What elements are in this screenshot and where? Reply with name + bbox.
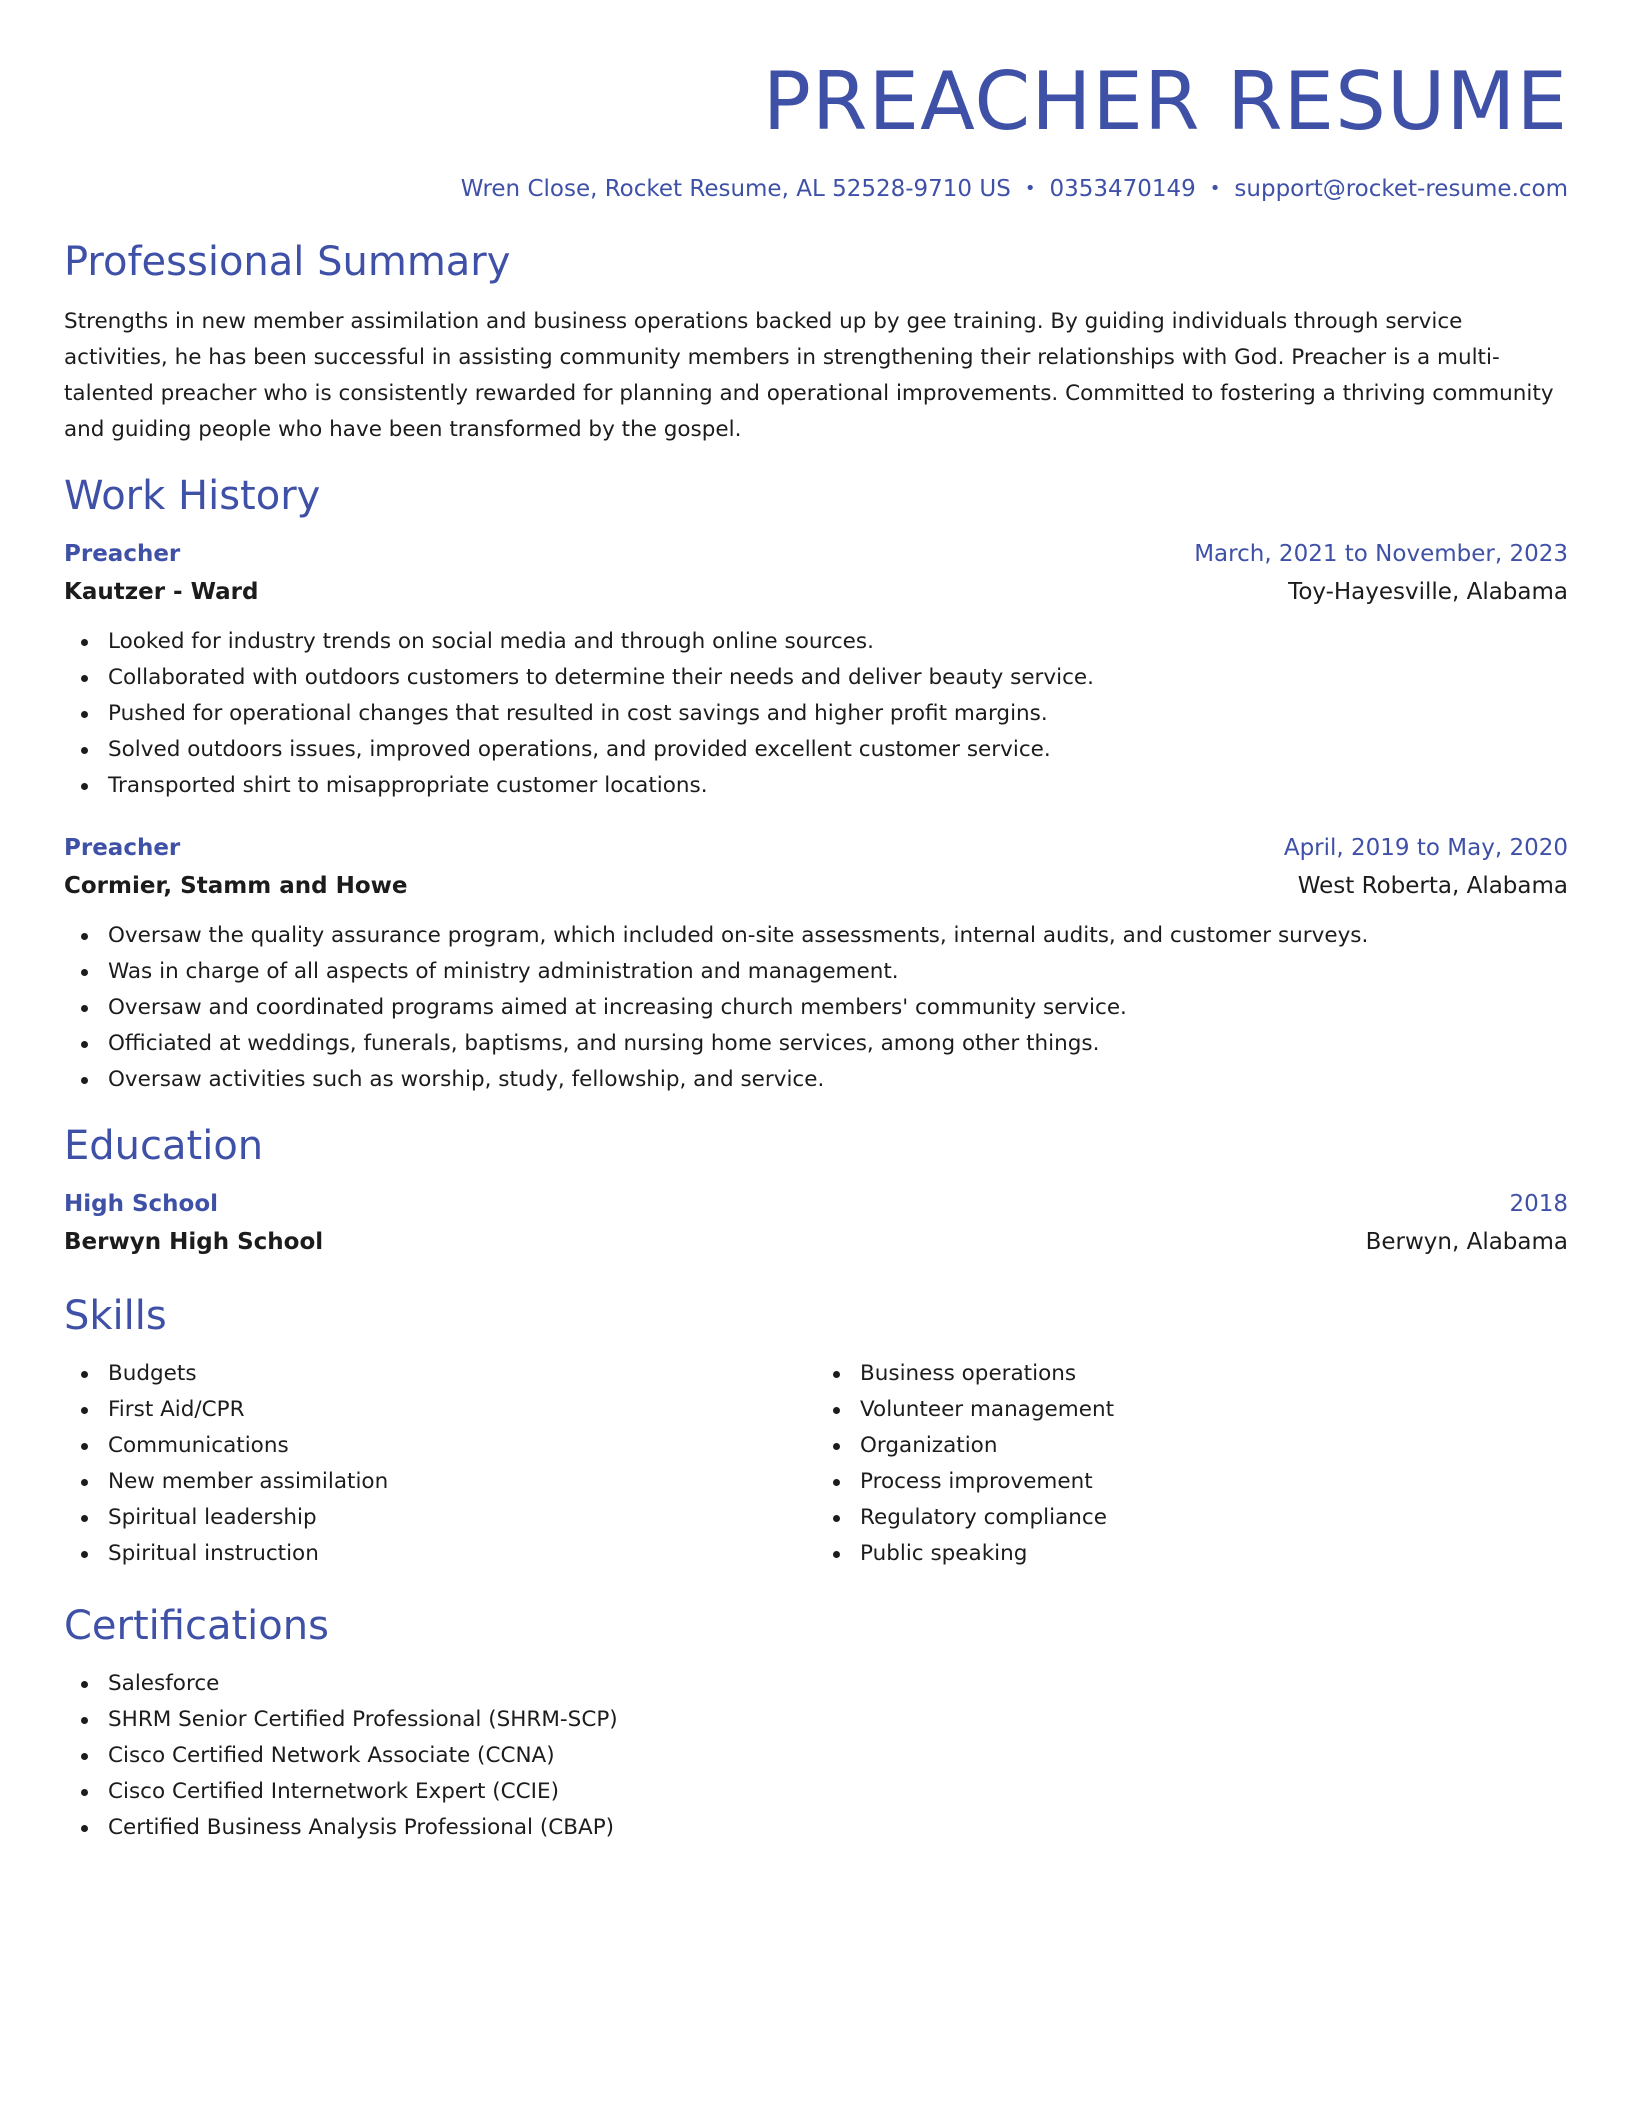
skill-item: Communications <box>108 1428 816 1464</box>
resume-header <box>64 0 1568 206</box>
skill-item: Business operations <box>860 1356 1568 1392</box>
job-dates: March, 2021 to November, 2023 <box>1194 541 1568 567</box>
certifications-section <box>64 1598 1568 1846</box>
certification-item: Cisco Certified Network Associate (CCNA) <box>108 1738 1568 1774</box>
skill-item: Process improvement <box>860 1464 1568 1500</box>
contact-separator: • <box>1209 178 1221 199</box>
skills-section <box>64 1288 1568 1572</box>
skills-heading: Skills <box>64 1293 167 1339</box>
job-company: Kautzer - Ward <box>64 579 259 605</box>
skill-item: Budgets <box>108 1356 816 1392</box>
skills-columns <box>64 1344 1568 1572</box>
summary-heading: Professional Summary <box>64 239 511 285</box>
contact-separator: • <box>1024 178 1036 199</box>
list-item: Collaborated with outdoors customers to determine their needs and deliver beauty service. <box>108 660 1568 696</box>
job-location: West Roberta, Alabama <box>1297 873 1568 899</box>
summary-section <box>64 234 1568 448</box>
contact-line <box>64 172 1568 206</box>
education-year: 2018 <box>1509 1191 1568 1217</box>
skill-item: New member assimilation <box>108 1464 816 1500</box>
education-degree: High School <box>64 1191 219 1217</box>
list-item: Looked for industry trends on social media and through online sources. <box>108 624 1568 660</box>
certification-item: Certified Business Analysis Professional (CBAP) <box>108 1810 1568 1846</box>
skill-item: Spiritual instruction <box>108 1536 816 1572</box>
list-item: Oversaw the quality assurance program, which included on-site assessments, internal audits, and customer surveys. <box>108 918 1568 954</box>
education-heading: Education <box>64 1123 264 1169</box>
job-bullets <box>64 624 1568 804</box>
certifications-heading: Certifications <box>64 1603 329 1649</box>
list-item: Transported shirt to misappropriate customer locations. <box>108 768 1568 804</box>
skill-item: First Aid/CPR <box>108 1392 816 1428</box>
list-item: Pushed for operational changes that resulted in cost savings and higher profit margins. <box>108 696 1568 732</box>
skills-list-left <box>64 1356 816 1572</box>
work-history-heading: Work History <box>64 473 321 519</box>
education-school: Berwyn High School <box>64 1229 324 1255</box>
list-item: Officiated at weddings, funerals, baptisms, and nursing home services, among other things. <box>108 1026 1568 1062</box>
skill-item: Regulatory compliance <box>860 1500 1568 1536</box>
summary-text: Strengths in new member assimilation and business operations backed up by gee training. By guiding individuals through service activities, he has been successful in assisting community members in strengthening their relationships with God. Preacher is a multi-talented preacher who is consistently rewarded for planning and operational improvements. Committed to fostering a thriving community and guiding people who have been transformed by the gospel. <box>64 309 1554 442</box>
skill-item: Volunteer management <box>860 1392 1568 1428</box>
skill-item: Organization <box>860 1428 1568 1464</box>
job-role: Preacher <box>64 835 181 861</box>
job-company: Cormier, Stamm and Howe <box>64 873 408 899</box>
list-item: Solved outdoors issues, improved operations, and provided excellent customer service. <box>108 732 1568 768</box>
resume-title: PREACHER RESUME <box>762 55 1568 148</box>
job-location: Toy-Hayesville, Alabama <box>1288 579 1568 605</box>
contact-email[interactable]: support@rocket-resume.com <box>1234 176 1568 202</box>
job-bullets <box>64 918 1568 1098</box>
job-entry <box>64 830 1568 1098</box>
skill-item: Spiritual leadership <box>108 1500 816 1536</box>
certification-item: Cisco Certified Internetwork Expert (CCIE) <box>108 1774 1568 1810</box>
skills-list-right <box>816 1356 1568 1572</box>
skill-item: Public speaking <box>860 1536 1568 1572</box>
list-item: Was in charge of all aspects of ministry administration and management. <box>108 954 1568 990</box>
list-item: Oversaw activities such as worship, study, fellowship, and service. <box>108 1062 1568 1098</box>
education-section <box>64 1118 1568 1262</box>
certification-item: Salesforce <box>108 1666 1568 1702</box>
job-role: Preacher <box>64 541 181 567</box>
job-entry <box>64 536 1568 804</box>
contact-address: Wren Close, Rocket Resume, AL 52528-9710 US <box>460 176 1011 202</box>
job-dates: April, 2019 to May, 2020 <box>1283 835 1568 861</box>
resume-page <box>64 0 1568 1846</box>
certification-item: SHRM Senior Certified Professional (SHRM-SCP) <box>108 1702 1568 1738</box>
certifications-list <box>64 1666 1568 1846</box>
list-item: Oversaw and coordinated programs aimed at increasing church members' community service. <box>108 990 1568 1026</box>
work-history-section <box>64 468 1568 1098</box>
contact-phone: 0353470149 <box>1049 176 1196 202</box>
education-location: Berwyn, Alabama <box>1365 1229 1568 1255</box>
